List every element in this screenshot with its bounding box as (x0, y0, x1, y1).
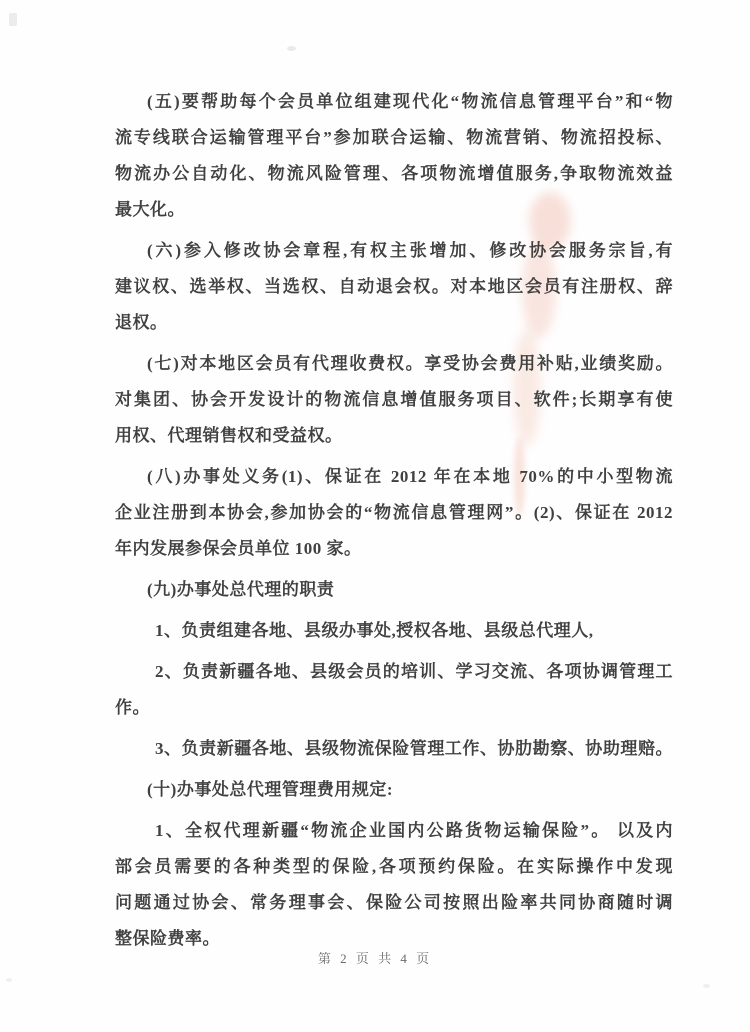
text-line: 整保险费率。 (115, 929, 220, 948)
scan-artifact-mark (703, 984, 710, 988)
text-line: 1、负责组建各地、县级办事处,授权各地、县级总代理人, (155, 621, 594, 640)
text-line: 流专线联合运输管理平台”参加联合运输、物流营销、物流招投标、 (115, 128, 673, 147)
text-line: 对集团、协会开发设计的物流信息增值服务项目、软件;长期享有使 (115, 390, 673, 409)
text-line: 退权。 (115, 313, 168, 332)
text-line: 企业注册到本协会,参加协会的“物流信息管理网”。(2)、保证在 2012 (115, 503, 673, 522)
text-line: (八)办事处义务(1)、保证在 2012 年在本地 70%的中小型物流 (147, 467, 673, 486)
page-number: 第 2 页 共 4 页 (317, 951, 433, 966)
text-line: 最大化。 (115, 200, 185, 219)
text-line: 问题通过协会、常务理事会、保险公司按照出险率共同协商随时调 (115, 893, 673, 912)
text-line: 1、全权代理新疆“物流企业国内公路货物运输保险”。 以及内 (155, 821, 673, 840)
text-line: 部会员需要的各种类型的保险,各项预约保险。在实际操作中发现 (115, 857, 673, 876)
text-line: (十)办事处总代理管理费用规定: (147, 780, 393, 799)
text-line: (七)对本地区会员有代理收费权。享受协会费用补贴,业绩奖励。 (147, 354, 673, 373)
scan-artifact-mark (287, 46, 296, 51)
text-line: 作。 (115, 698, 150, 717)
scan-artifact-mark (9, 13, 17, 26)
text-line: 物流办公自动化、物流风险管理、各项物流增值服务,争取物流效益 (115, 164, 673, 183)
text-line: 建议权、选举权、当选权、自动退会权。对本地区会员有注册权、辞 (115, 277, 673, 296)
text-line: 3、负责新疆各地、县级物流保险管理工作、协肋勘察、协助理赔。 (155, 739, 673, 758)
text-line: (六)参入修改协会章程,有权主张增加、修改协会服务宗旨,有 (147, 241, 673, 260)
text-line: 2、负责新疆各地、县级会员的培训、学习交流、各项协调管理工 (155, 662, 673, 681)
text-line: 用权、代理销售权和受益权。 (115, 426, 343, 445)
text-line: 年内发展参保会员单位 100 家。 (115, 539, 362, 558)
document-body (115, 84, 673, 957)
scan-artifact-mark (6, 978, 12, 982)
text-line: (九)办事处总代理的职责 (147, 580, 335, 599)
text-line: (五)要帮助每个会员单位组建现代化“物流信息管理平台”和“物 (147, 92, 673, 111)
